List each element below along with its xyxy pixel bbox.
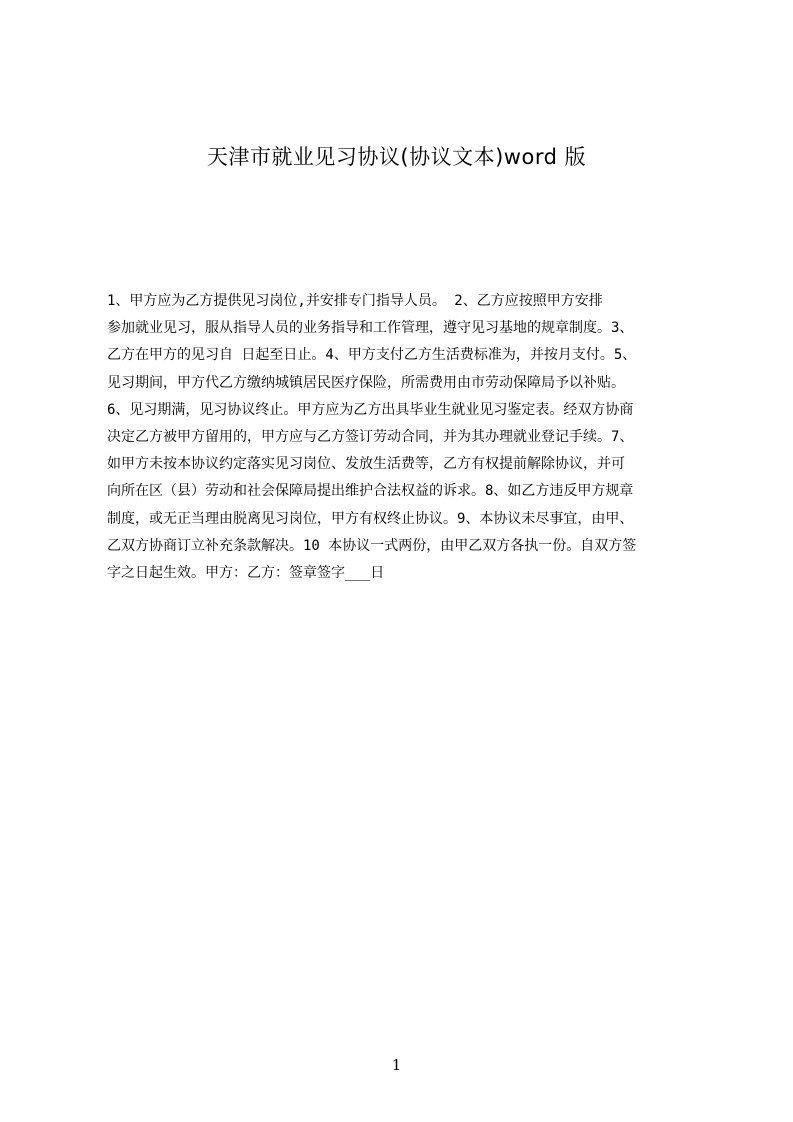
body-line-4: 见习期间，甲方代乙方缴纳城镇居民医疗保险，所需费用由市劳动保障局予以补贴。: [107, 374, 625, 391]
body-line-7: 如甲方未按本协议约定落实见习岗位、发放生活费等，乙方有权提前解除协议，并可: [107, 456, 625, 473]
page-number: 1: [391, 1056, 402, 1074]
document-title: 天津市就业见习协议(协议文本)word 版: [206, 145, 587, 169]
body-line-3: 乙方在甲方的见习自 日起至日止。4、甲方支付乙方生活费标准为，并按月支付。5、: [107, 347, 637, 364]
body-line-5: 6、见习期满，见习协议终止。甲方应为乙方出具毕业生就业见习鉴定表。经双方协商: [107, 401, 634, 418]
body-line-11: 字之日起生效。甲方：乙方：签章签字___日: [107, 564, 385, 581]
body-line-9: 制度，或无正当理由脱离见习岗位，甲方有权终止协议。9、本协议未尽事宜，由甲、: [107, 510, 634, 527]
body-line-10: 乙双方协商订立补充条款解决。10 本协议一式两份，由甲乙双方各执一份。自双方签: [107, 537, 637, 554]
body-line-1: 1、甲方应为乙方提供见习岗位,并安排专门指导人员。 2、乙方应按照甲方安排: [107, 293, 603, 309]
body-line-8: 向所在区（县）劳动和社会保障局提出维护合法权益的诉求。8、如乙方违反甲方规章: [107, 483, 634, 500]
agreement-body: [107, 288, 697, 598]
body-line-6: 决定乙方被甲方留用的，甲方应与乙方签订劳动合同，并为其办理就业登记手续。7、: [107, 428, 634, 445]
body-line-2: 参加就业见习，服从指导人员的业务指导和工作管理，遵守见习基地的规章制度。3、: [107, 320, 634, 337]
